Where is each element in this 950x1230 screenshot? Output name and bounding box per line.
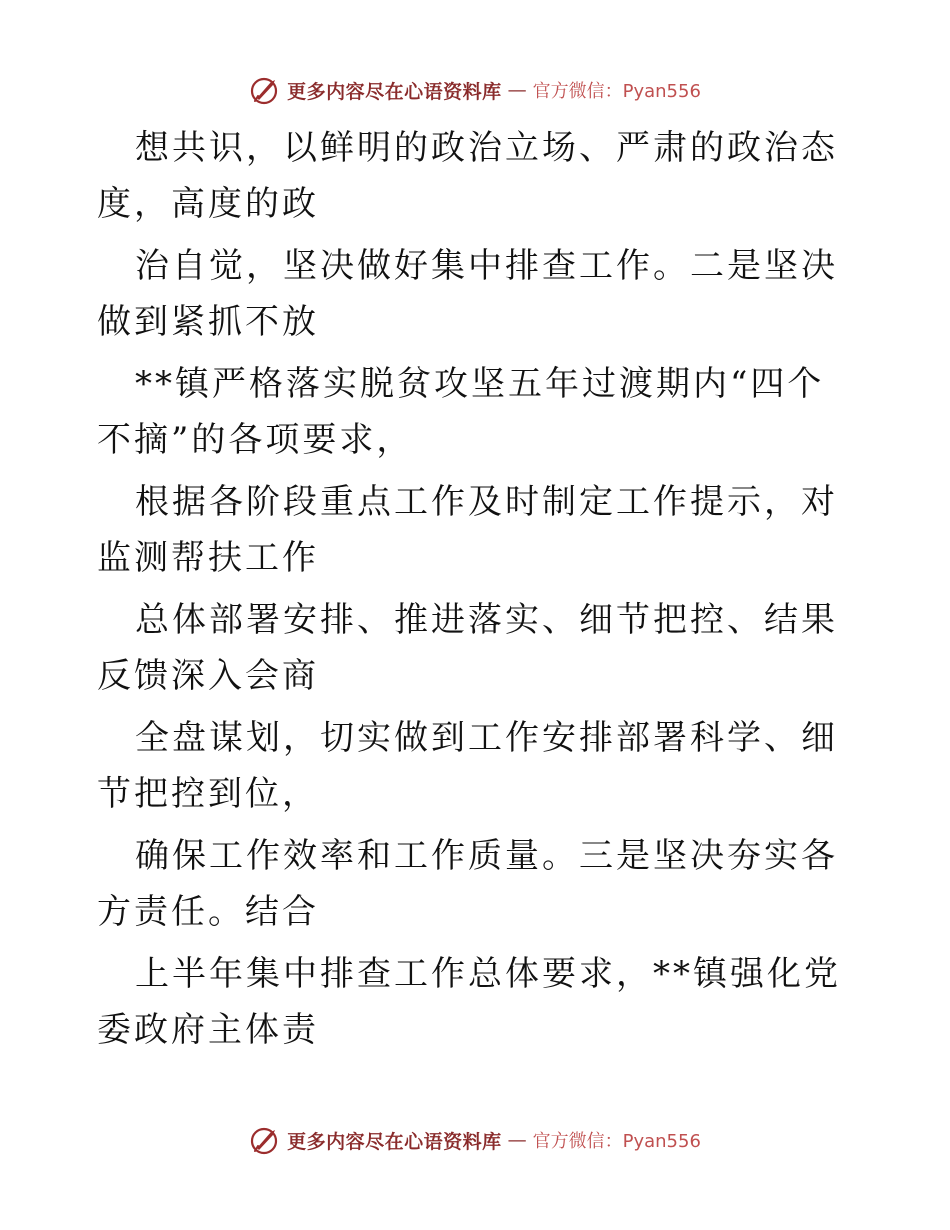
paragraph: 总体部署安排、推进落实、细节把控、结果反馈深入会商 bbox=[97, 600, 838, 696]
footer-site-text: 更多内容尽在心语资料库 bbox=[287, 1130, 502, 1153]
paragraph: 上半年集中排查工作总体要求，**镇强化党委政府主体责 bbox=[97, 954, 841, 1050]
paragraph: 治自觉，坚决做好集中排查工作。二是坚决做到紧抓不放 bbox=[97, 246, 838, 342]
footer-banner bbox=[0, 1120, 950, 1160]
footer-dash: — bbox=[507, 1129, 527, 1151]
header-banner bbox=[0, 70, 950, 110]
footer-contact-text: 官方微信：Pyan556 bbox=[532, 1131, 701, 1152]
paragraph: 确保工作效率和工作质量。三是坚决夯实各方责任。结合 bbox=[97, 836, 838, 932]
paragraph: 全盘谋划，切实做到工作安排部署科学、细节把控到位， bbox=[97, 718, 838, 814]
paragraph: **镇严格落实脱贫攻坚五年过渡期内“四个不摘”的各项要求， bbox=[97, 364, 825, 460]
header-contact-text: 官方微信：Pyan556 bbox=[532, 81, 701, 102]
paragraph: 想共识，以鲜明的政治立场、严肃的政治态度，高度的政 bbox=[97, 128, 838, 224]
header-dash: — bbox=[507, 79, 527, 101]
paragraph: 根据各阶段重点工作及时制定工作提示，对监测帮扶工作 bbox=[97, 482, 838, 578]
quill-pen-logo-icon bbox=[249, 74, 281, 106]
header-site-text: 更多内容尽在心语资料库 bbox=[287, 80, 502, 103]
document-body bbox=[97, 120, 857, 1064]
quill-pen-logo-icon bbox=[249, 1124, 281, 1156]
